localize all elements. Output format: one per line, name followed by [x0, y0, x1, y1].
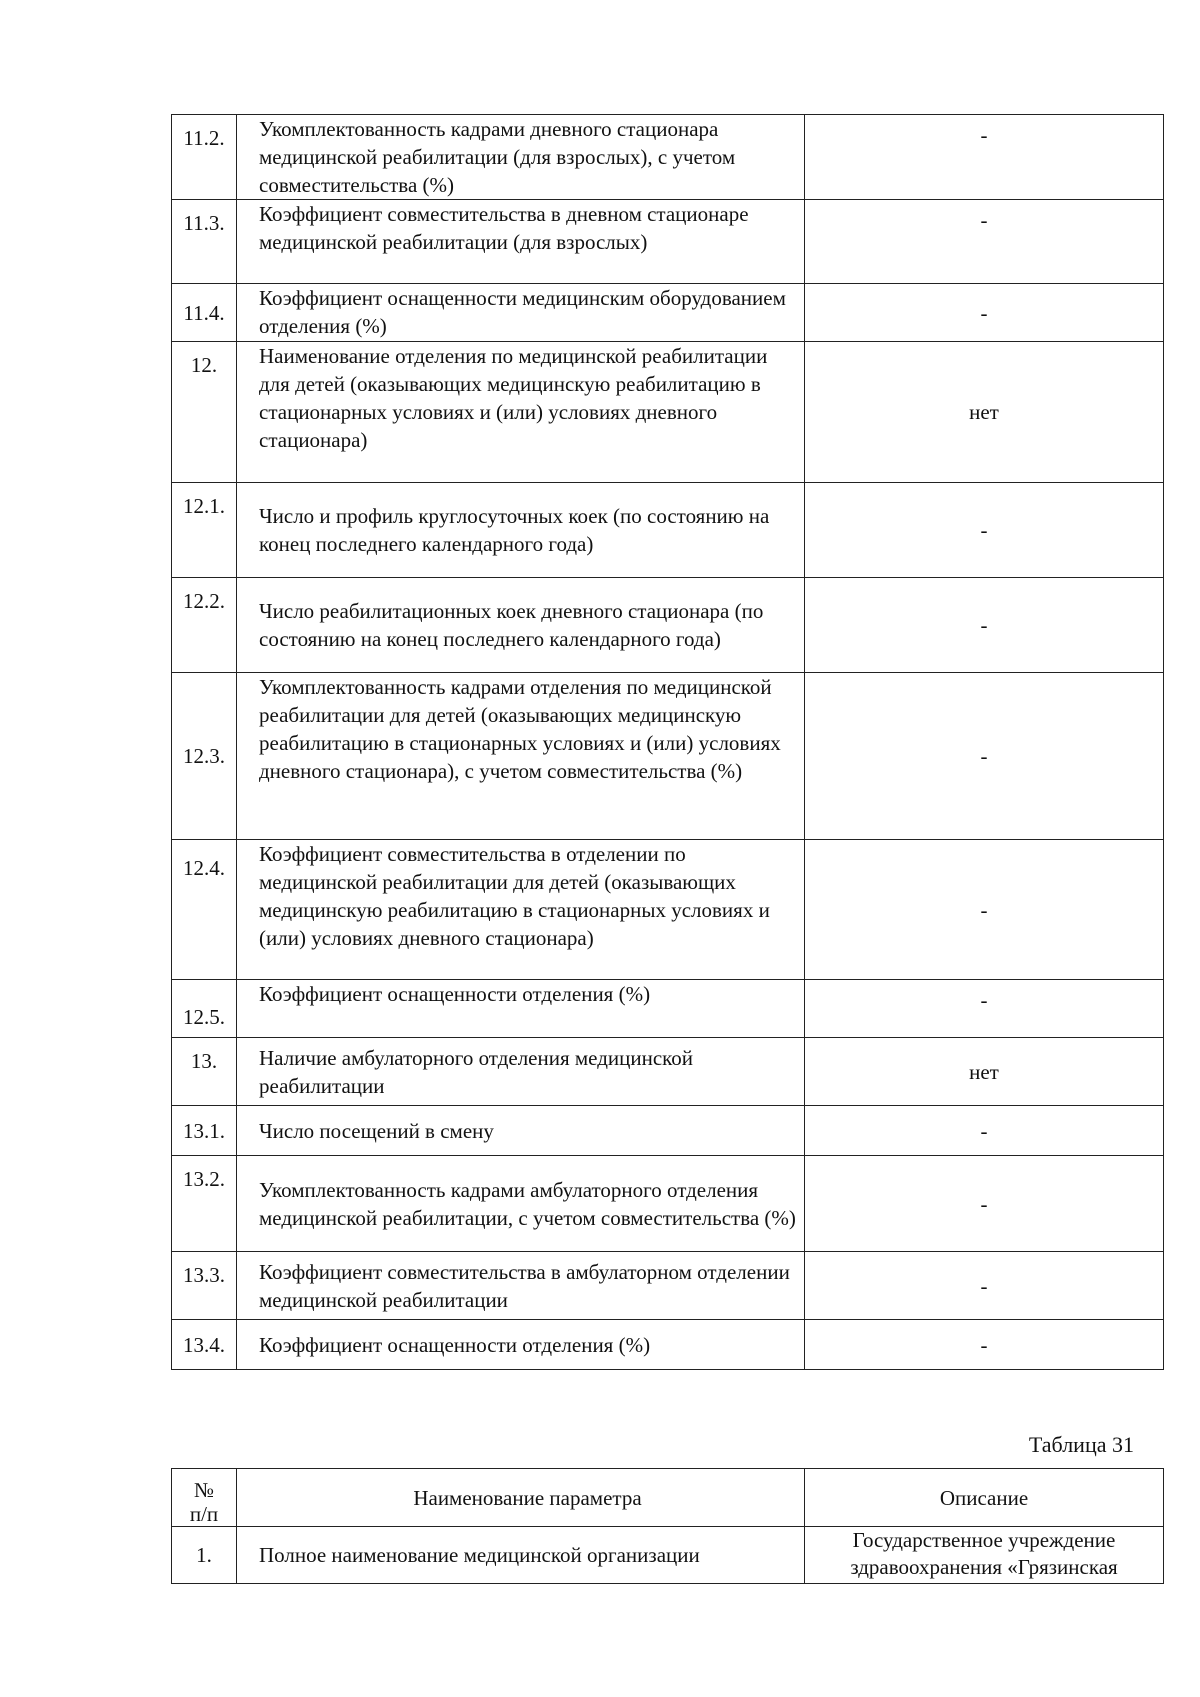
- parameters-table: [171, 114, 1164, 1370]
- row-number: 12.: [172, 342, 237, 483]
- row-value: -: [805, 1156, 1164, 1252]
- row-number: 11.4.: [172, 284, 237, 342]
- table-row: [172, 200, 1164, 284]
- row-number: 13.: [172, 1038, 237, 1106]
- row-parameter-name: Число реабилитационных коек дневного стационара (по состоянию на конец последнего календарного года): [237, 578, 805, 673]
- row-number: 1.: [172, 1527, 237, 1584]
- row-number: 12.2.: [172, 578, 237, 673]
- row-parameter-name: Коэффициент совместительства в отделении по медицинской реабилитации для детей (оказывающих медицинскую реабилитацию в стационарных условиях и (или) условиях дневного стационара): [237, 840, 805, 980]
- row-value: нет: [805, 1038, 1164, 1106]
- table-row: [172, 1527, 1164, 1584]
- row-parameter-name: Полное наименование медицинской организации: [237, 1527, 805, 1584]
- row-number: 12.1.: [172, 483, 237, 578]
- organization-table: [171, 1468, 1164, 1584]
- table-row: [172, 1320, 1164, 1370]
- table-row: [172, 115, 1164, 200]
- table-row: [172, 483, 1164, 578]
- header-number-label: п/п: [189, 1502, 219, 1526]
- row-number: 12.3.: [172, 673, 237, 840]
- table-row: [172, 1106, 1164, 1156]
- table-row: [172, 578, 1164, 673]
- header-parameter-name: Наименование параметра: [237, 1469, 805, 1527]
- row-parameter-name: Коэффициент совместительства в амбулаторном отделении медицинской реабилитации: [237, 1252, 805, 1320]
- row-number: 11.3.: [172, 200, 237, 284]
- row-parameter-name: Наименование отделения по медицинской реабилитации для детей (оказывающих медицинскую реабилитацию в стационарных условиях и (или) условиях дневного стационара): [237, 342, 805, 483]
- row-parameter-name: Число посещений в смену: [237, 1106, 805, 1156]
- row-value: -: [805, 673, 1164, 840]
- row-value: -: [805, 1320, 1164, 1370]
- description-line-1: Государственное учреждение: [852, 1528, 1116, 1552]
- row-number: 13.4.: [172, 1320, 237, 1370]
- table-row: [172, 673, 1164, 840]
- table-row: [172, 284, 1164, 342]
- table-caption: Таблица 31: [1028, 1432, 1134, 1457]
- row-parameter-name: Коэффициент совместительства в дневном стационаре медицинской реабилитации (для взрослых): [237, 200, 805, 284]
- table-row: [172, 1038, 1164, 1106]
- table-row: [172, 1156, 1164, 1252]
- row-value: -: [805, 1106, 1164, 1156]
- row-value: -: [805, 200, 1164, 284]
- row-value: -: [805, 483, 1164, 578]
- header-number: [172, 1469, 237, 1527]
- row-description: [805, 1527, 1164, 1584]
- row-parameter-name: Коэффициент оснащенности медицинским оборудованием отделения (%): [237, 284, 805, 342]
- row-number: 12.5.: [172, 980, 237, 1038]
- row-parameter-name: Коэффициент оснащенности отделения (%): [237, 980, 805, 1038]
- row-value: -: [805, 980, 1164, 1038]
- row-number: 12.4.: [172, 840, 237, 980]
- table-row: [172, 1252, 1164, 1320]
- row-value: -: [805, 578, 1164, 673]
- table-row: [172, 342, 1164, 483]
- row-value: -: [805, 1252, 1164, 1320]
- row-parameter-name: Укомплектованность кадрами отделения по медицинской реабилитации для детей (оказывающих медицинскую реабилитацию в стационарных условиях и (или) условиях дневного стационара), с учетом совместительства (%): [237, 673, 805, 840]
- header-description: Описание: [805, 1469, 1164, 1527]
- row-parameter-name: Наличие амбулаторного отделения медицинской реабилитации: [237, 1038, 805, 1106]
- row-number: 13.3.: [172, 1252, 237, 1320]
- row-parameter-name: Укомплектованность кадрами амбулаторного отделения медицинской реабилитации, с учетом совместительства (%): [237, 1156, 805, 1252]
- row-number: 13.2.: [172, 1156, 237, 1252]
- row-parameter-name: Укомплектованность кадрами дневного стационара медицинской реабилитации (для взрослых), с учетом совместительства (%): [237, 115, 805, 200]
- table-row: [172, 980, 1164, 1038]
- row-number: 13.1.: [172, 1106, 237, 1156]
- row-parameter-name: Коэффициент оснащенности отделения (%): [237, 1320, 805, 1370]
- row-value: -: [805, 840, 1164, 980]
- row-number: 11.2.: [172, 115, 237, 200]
- description-line-2: здравоохранения «Грязинская: [850, 1555, 1118, 1579]
- row-value: -: [805, 284, 1164, 342]
- table-row: [172, 840, 1164, 980]
- row-value: -: [805, 115, 1164, 200]
- row-parameter-name: Число и профиль круглосуточных коек (по состоянию на конец последнего календарного года): [237, 483, 805, 578]
- table-header-row: [172, 1469, 1164, 1527]
- row-value: нет: [805, 342, 1164, 483]
- header-number-sign: №: [193, 1478, 215, 1502]
